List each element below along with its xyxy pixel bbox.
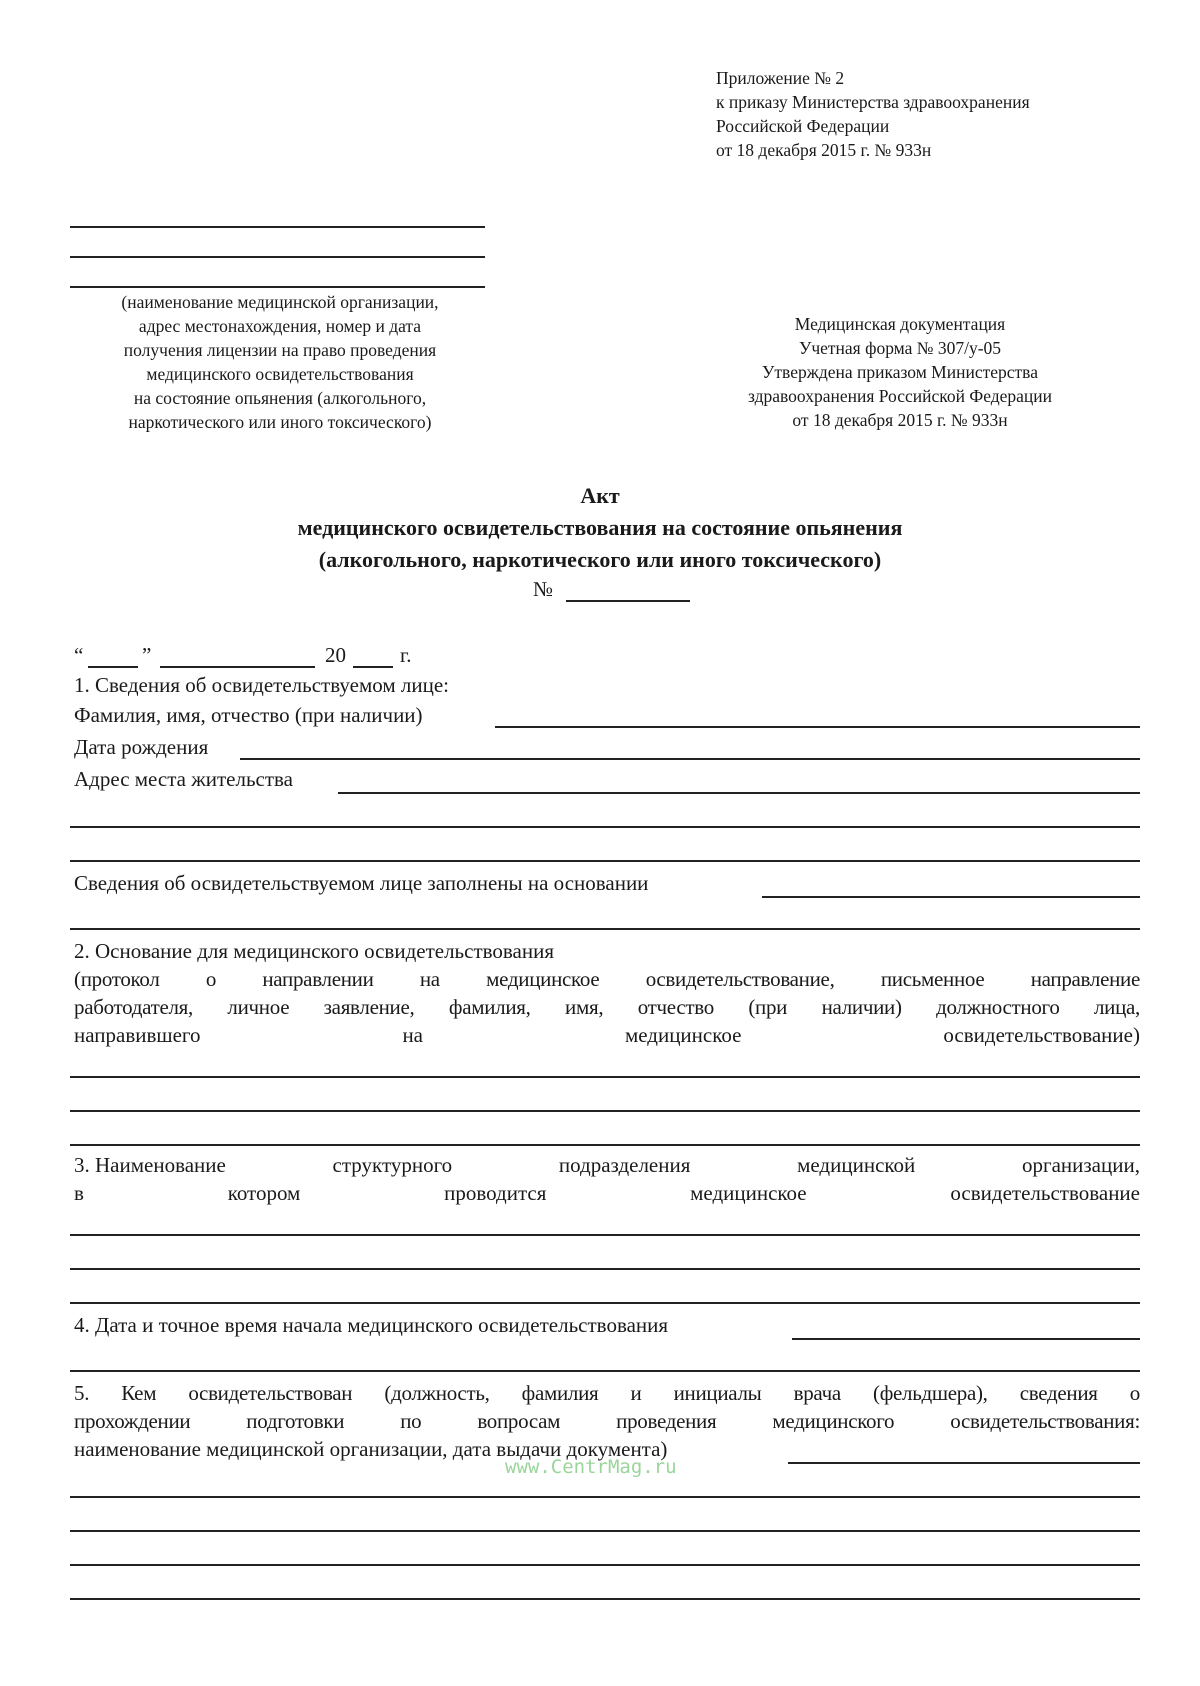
basis-exam-field-line-2[interactable] bbox=[70, 1110, 1140, 1112]
address-field-line-2[interactable] bbox=[70, 826, 1140, 828]
form-info-line-1: Медицинская документация bbox=[794, 314, 1006, 334]
section5-line-1: 5. Кем освидетельствован (должность, фамилия и инициалы врача (фельдшера), сведения о bbox=[74, 1381, 1140, 1405]
appendix-block bbox=[716, 66, 1030, 162]
form-info-line-5: от 18 декабря 2015 г. № 933н bbox=[792, 410, 1008, 430]
section3-line-2 bbox=[74, 1180, 1140, 1206]
org-caption-line-2: адрес местонахождения, номер и дата bbox=[138, 316, 422, 336]
section3-word-9: медицинское bbox=[690, 1181, 807, 1205]
date-open-quote: “ bbox=[74, 643, 84, 667]
examiner-field[interactable] bbox=[788, 1462, 1140, 1464]
subdivision-field-line-3[interactable] bbox=[70, 1302, 1140, 1304]
appendix-line-1: Приложение № 2 bbox=[716, 68, 845, 88]
title-line-1: Акт bbox=[580, 483, 620, 508]
section2-word-1: направившего bbox=[74, 1023, 201, 1047]
basis-exam-field-line-1[interactable] bbox=[70, 1076, 1140, 1078]
section3-word-10: освидетельствование bbox=[950, 1181, 1140, 1205]
exam-start-time-field-line-2[interactable] bbox=[70, 1370, 1140, 1372]
org-name-line-2[interactable] bbox=[70, 256, 485, 258]
form-info-block bbox=[700, 312, 1100, 432]
title-line-3: (алкогольного, наркотического или иного токсического) bbox=[318, 547, 882, 572]
act-number-field[interactable] bbox=[566, 600, 690, 602]
section5-line-3: наименование медицинской организации, дата выдачи документа) bbox=[74, 1437, 668, 1461]
section3-word-4: медицинской bbox=[797, 1153, 916, 1177]
org-caption-line-6: наркотического или иного токсического) bbox=[128, 412, 432, 432]
org-name-line-1[interactable] bbox=[70, 226, 485, 228]
org-caption-line-3: получения лицензии на право проведения bbox=[123, 340, 437, 360]
basis-label: Сведения об освидетельствуемом лице заполнены на основании bbox=[74, 871, 649, 895]
form-info-line-2: Учетная форма № 307/у-05 bbox=[798, 338, 1002, 358]
org-caption bbox=[60, 290, 500, 434]
form-info-line-4: здравоохранения Российской Федерации bbox=[747, 386, 1053, 406]
full-name-label: Фамилия, имя, отчество (при наличии) bbox=[74, 703, 423, 727]
org-caption-line-4: медицинского освидетельствования bbox=[146, 364, 414, 384]
appendix-line-3: Российской Федерации bbox=[716, 116, 890, 136]
section1-heading: 1. Сведения об освидетельствуемом лице: bbox=[74, 673, 450, 697]
section3-word-2: структурного bbox=[332, 1153, 453, 1177]
subdivision-field-line-1[interactable] bbox=[70, 1234, 1140, 1236]
examiner-field-line-5[interactable] bbox=[70, 1598, 1140, 1600]
date-year-field[interactable] bbox=[353, 666, 393, 668]
section3-line-1 bbox=[74, 1152, 1140, 1178]
date-day-field[interactable] bbox=[88, 666, 138, 668]
basis-exam-field-line-3[interactable] bbox=[70, 1144, 1140, 1146]
section3-word-1: 3. Наименование bbox=[74, 1153, 226, 1177]
examiner-field-line-3[interactable] bbox=[70, 1530, 1140, 1532]
date-month-field[interactable] bbox=[160, 666, 315, 668]
date-year-prefix: 20 bbox=[325, 643, 346, 667]
appendix-line-4: от 18 декабря 2015 г. № 933н bbox=[716, 140, 932, 160]
title-line-2: медицинского освидетельствования на состояние опьянения bbox=[297, 515, 903, 540]
section3-word-7: котором bbox=[227, 1181, 301, 1205]
section2-line-2: работодателя, личное заявление, фамилия, имя, отчество (при наличии) должностного лица, bbox=[74, 995, 1140, 1019]
subdivision-field-line-2[interactable] bbox=[70, 1268, 1140, 1270]
section2-heading: 2. Основание для медицинского освидетельствования bbox=[74, 939, 554, 963]
full-name-field[interactable] bbox=[495, 726, 1140, 728]
section4-heading: 4. Дата и точное время начала медицинского освидетельствования bbox=[74, 1313, 669, 1337]
address-field-line-3[interactable] bbox=[70, 860, 1140, 862]
section3-word-3: подразделения bbox=[558, 1153, 691, 1177]
document-title bbox=[100, 480, 1100, 576]
basis-field-line-2[interactable] bbox=[70, 928, 1140, 930]
section2-word-4: освидетельствование) bbox=[943, 1023, 1140, 1047]
examiner-field-line-4[interactable] bbox=[70, 1564, 1140, 1566]
org-caption-line-1: (наименование медицинской организации, bbox=[121, 292, 439, 312]
birth-date-field[interactable] bbox=[240, 758, 1140, 760]
section2-word-3: медицинское bbox=[624, 1023, 742, 1047]
act-number-label: № bbox=[533, 577, 554, 601]
org-name-line-3[interactable] bbox=[70, 286, 485, 288]
basis-field[interactable] bbox=[762, 896, 1140, 898]
section3-word-6: в bbox=[74, 1181, 84, 1205]
date-close-quote: ” bbox=[142, 643, 152, 667]
section2-line-1: (протокол о направлении на медицинское освидетельствование, письменное направление bbox=[74, 967, 1140, 991]
watermark: www.CentrMag.ru bbox=[505, 1456, 677, 1478]
section2-word-2: на bbox=[402, 1023, 423, 1047]
address-field[interactable] bbox=[338, 792, 1140, 794]
date-year-suffix: г. bbox=[400, 643, 412, 667]
section2-line-3 bbox=[74, 1022, 1140, 1048]
form-info-line-3: Утверждена приказом Министерства bbox=[762, 362, 1038, 382]
section5-line-2: прохождении подготовки по вопросам проведения медицинского освидетельствования: bbox=[74, 1409, 1140, 1433]
appendix-line-2: к приказу Министерства здравоохранения bbox=[716, 92, 1030, 112]
org-caption-line-5: на состояние опьянения (алкогольного, bbox=[133, 388, 427, 408]
examiner-field-line-2[interactable] bbox=[70, 1496, 1140, 1498]
section3-word-8: проводится bbox=[444, 1181, 547, 1205]
birth-date-label: Дата рождения bbox=[74, 735, 209, 759]
section3-word-5: организации, bbox=[1021, 1153, 1140, 1177]
address-label: Адрес места жительства bbox=[74, 767, 293, 791]
exam-start-time-field[interactable] bbox=[792, 1338, 1140, 1340]
